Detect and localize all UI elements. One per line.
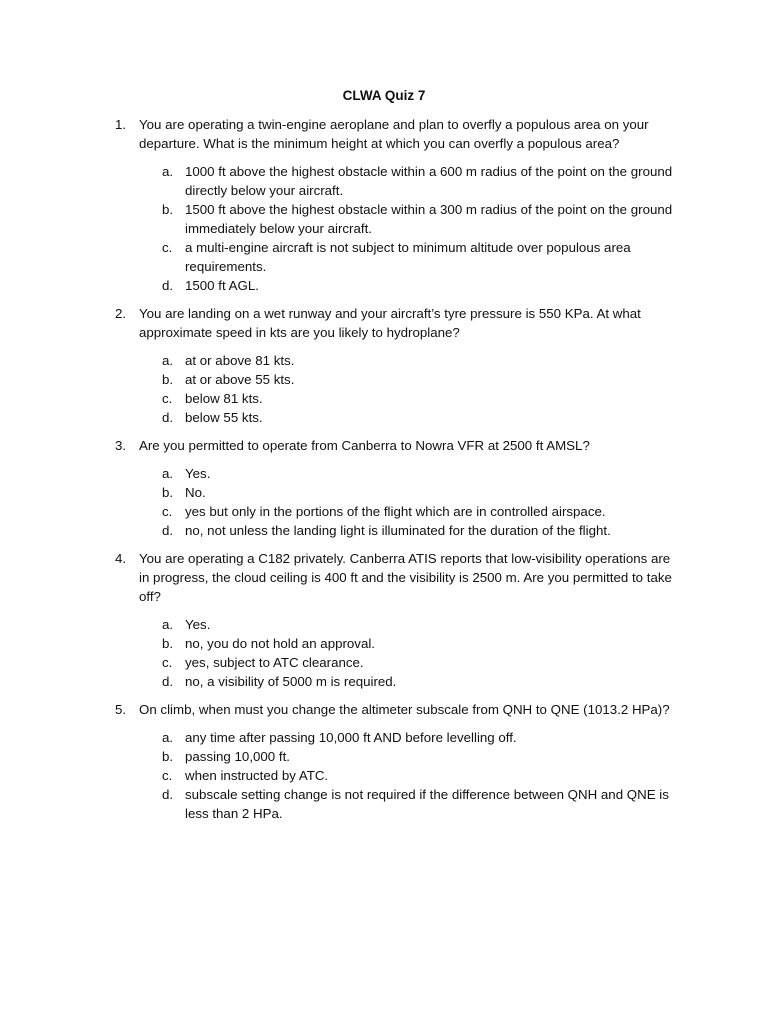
option-letter: c. xyxy=(162,655,173,670)
option-text: no, you do not hold an approval. xyxy=(185,636,375,651)
option-a xyxy=(139,351,685,370)
option-letter: d. xyxy=(162,410,174,425)
question-5 xyxy=(0,700,679,823)
option-a xyxy=(139,728,685,747)
option-letter: b. xyxy=(162,202,174,217)
question-text: You are operating a twin-engine aeroplane and plan to overfly a populous area on your departure. What is the minimum height at which you can overfly a populous area? xyxy=(139,117,649,151)
option-d xyxy=(139,521,685,540)
option-letter: a. xyxy=(162,617,174,632)
question-number: 5. xyxy=(115,702,127,717)
option-text: 1000 ft above the highest obstacle within a 600 m radius of the point on the ground directly below your aircraft. xyxy=(185,164,673,198)
option-c xyxy=(139,502,685,521)
option-text: no, not unless the landing light is illuminated for the duration of the flight. xyxy=(185,523,611,538)
question-2 xyxy=(0,304,679,427)
option-letter: d. xyxy=(162,523,174,538)
option-d xyxy=(139,408,685,427)
option-letter: d. xyxy=(162,674,174,689)
option-letter: a. xyxy=(162,164,174,179)
question-text: On climb, when must you change the altimeter subscale from QNH to QNE (1013.2 HPa)? xyxy=(139,702,670,717)
question-number: 3. xyxy=(115,438,127,453)
option-text: a multi-engine aircraft is not subject to minimum altitude over populous area requirements. xyxy=(185,240,631,274)
option-text: below 81 kts. xyxy=(185,391,263,406)
option-letter: c. xyxy=(162,504,173,519)
option-text: 1500 ft above the highest obstacle within a 300 m radius of the point on the ground immediately below your aircraft. xyxy=(185,202,673,236)
page-title: CLWA Quiz 7 xyxy=(342,88,426,103)
option-a xyxy=(139,615,685,634)
option-c xyxy=(139,238,685,276)
option-b xyxy=(139,483,685,502)
option-text: yes but only in the portions of the flight which are in controlled airspace. xyxy=(185,504,606,519)
option-text: below 55 kts. xyxy=(185,410,263,425)
option-text: No. xyxy=(185,485,206,500)
option-letter: a. xyxy=(162,466,174,481)
option-letter: a. xyxy=(162,353,174,368)
question-3 xyxy=(0,436,679,540)
option-b xyxy=(139,747,685,766)
option-letter: d. xyxy=(162,787,174,802)
option-letter: a. xyxy=(162,730,174,745)
option-text: yes, subject to ATC clearance. xyxy=(185,655,364,670)
option-b xyxy=(139,200,685,238)
option-letter: c. xyxy=(162,240,173,255)
option-text: passing 10,000 ft. xyxy=(185,749,290,764)
option-a xyxy=(139,464,685,483)
option-letter: b. xyxy=(162,372,174,387)
question-number: 2. xyxy=(115,306,127,321)
question-text: You are landing on a wet runway and your aircraft’s tyre pressure is 550 KPa. At what approximate speed in kts are you likely to hydroplane? xyxy=(139,306,641,340)
option-d xyxy=(139,785,685,823)
option-text: Yes. xyxy=(185,466,211,481)
question-1 xyxy=(0,115,679,295)
question-number: 1. xyxy=(115,117,127,132)
option-b xyxy=(139,634,685,653)
question-text: You are operating a C182 privately. Canberra ATIS reports that low-visibility operations are in progress, the cloud ceiling is 400 ft and the visibility is 2500 m. Are you permitted to take off? xyxy=(139,551,672,604)
question-list xyxy=(0,115,768,832)
option-letter: c. xyxy=(162,768,173,783)
option-text: at or above 81 kts. xyxy=(185,353,295,368)
question-number: 4. xyxy=(115,551,127,566)
option-text: 1500 ft AGL. xyxy=(185,278,259,293)
question-4 xyxy=(0,549,679,691)
option-letter: b. xyxy=(162,485,174,500)
option-letter: d. xyxy=(162,278,174,293)
option-letter: b. xyxy=(162,749,174,764)
option-list xyxy=(139,351,679,427)
option-c xyxy=(139,389,685,408)
option-text: any time after passing 10,000 ft AND before levelling off. xyxy=(185,730,517,745)
option-c xyxy=(139,766,685,785)
option-letter: c. xyxy=(162,391,173,406)
option-text: subscale setting change is not required if the difference between QNH and QNE is less than 2 HPa. xyxy=(185,787,669,821)
option-letter: b. xyxy=(162,636,174,651)
option-d xyxy=(139,672,685,691)
option-text: Yes. xyxy=(185,617,211,632)
option-list xyxy=(139,162,679,295)
option-list xyxy=(139,464,679,540)
option-list xyxy=(139,728,679,823)
option-list xyxy=(139,615,679,691)
option-d xyxy=(139,276,685,295)
option-text: no, a visibility of 5000 m is required. xyxy=(185,674,397,689)
option-text: at or above 55 kts. xyxy=(185,372,295,387)
question-text: Are you permitted to operate from Canberra to Nowra VFR at 2500 ft AMSL? xyxy=(139,438,590,453)
option-b xyxy=(139,370,685,389)
option-a xyxy=(139,162,685,200)
option-c xyxy=(139,653,685,672)
option-text: when instructed by ATC. xyxy=(185,768,329,783)
